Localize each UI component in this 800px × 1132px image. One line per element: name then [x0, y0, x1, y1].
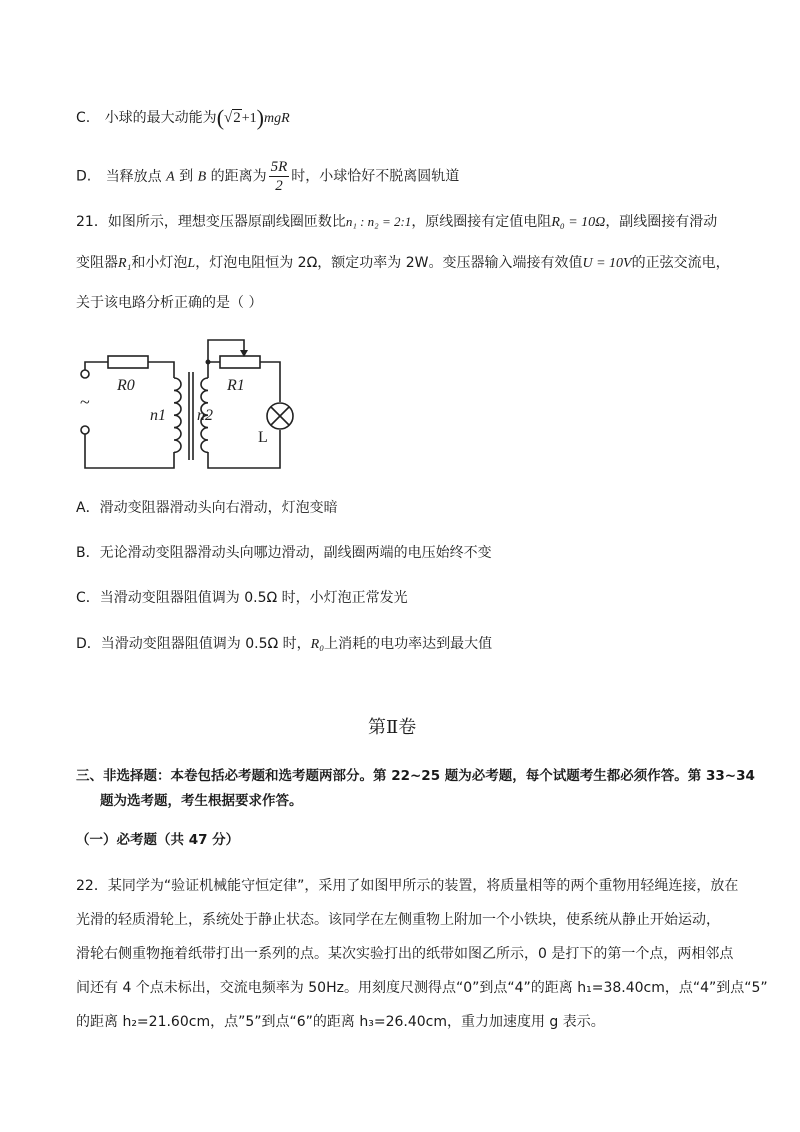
rheostat-r1: [220, 356, 260, 368]
q22-line5: 的距离 h₂=21.60cm，点”5”到点“6”的距离 h₃=26.40cm，重力加速度用 g 表示。: [76, 1014, 605, 1030]
q20-option-d: D. 当释放点 A 到 B 的距离为 $\frac{5R}{2}$ 时，小球恰好不脱离圆轨道: [76, 159, 460, 194]
part1-heading: （一）必考题（共 47 分）: [76, 832, 240, 848]
label-ac-source: ~: [80, 392, 90, 412]
part3-instructions-line2: 题为选考题，考生根据要求作答。: [100, 793, 303, 809]
primary-coil: [174, 378, 181, 452]
label-n1: n1: [150, 407, 166, 424]
option-text: 小球的最大动能为: [104, 110, 217, 126]
q21-stem-line2: 变阻器R₁和小灯泡L，灯泡电阻恒为 2Ω，额定功率为 2W。变压器输入端接有效值U = 10V的正弦交流电，: [76, 255, 730, 271]
label-r0: R0: [117, 377, 135, 394]
turns-ratio: n₁ : n₂ = 2:1: [345, 214, 412, 229]
sqrt-symbol: √2: [224, 110, 241, 126]
wire: [208, 430, 280, 468]
resistor-r0: [108, 356, 148, 368]
fraction-5r-over-2: $\frac{5R}{2}$: [270, 159, 288, 194]
part3-instructions-line1: 三、非选择题：本卷包括必考题和选考题两部分。第 22~25 题为必考题，每个试题考生都必须作答。第 33~34: [76, 768, 755, 784]
section-title: 第Ⅱ卷: [368, 717, 417, 738]
wire: [85, 362, 108, 370]
junction-dot: [206, 360, 211, 365]
terminal-top: [81, 370, 89, 378]
q21-option-a: A．滑动变阻器滑动头向右滑动，灯泡变暗: [76, 500, 338, 516]
option-label: C.: [76, 110, 91, 126]
label-n2: n2: [197, 407, 213, 424]
slider-wire: [208, 340, 244, 362]
q21-stem-line1: 21．如图所示，理想变压器原副线圈匝数比n₁ : n₂ = 2:1，原线圈接有定值电阻R₀ = 10Ω，副线圈接有滑动: [76, 214, 718, 230]
input-voltage: U = 10V: [582, 256, 632, 271]
wire: [260, 362, 280, 402]
q21-option-c: C．当滑动变阻器阻值调为 0.5Ω 时，小灯泡正常发光: [76, 590, 408, 606]
terminal-bottom: [81, 426, 89, 434]
q22-line2: 光滑的轻质滑轮上，系统处于静止状态。该同学在左侧重物上附加一个小铁块，使系统从静止开始运动，: [76, 912, 720, 928]
q20-option-c: C. 小球的最大动能为(√2+1)mgR: [76, 105, 290, 130]
wire: [148, 362, 174, 378]
q21-stem-line3: 关于该电路分析正确的是（ ）: [76, 295, 263, 311]
wire: [208, 362, 220, 378]
r0-value: R₀ = 10Ω: [551, 215, 606, 230]
q22-line1: 22．某同学为“验证机械能守恒定律”，采用了如图甲所示的装置，将质量相等的两个重物用轻绳连接，放在: [76, 878, 739, 894]
q22-line3: 滑轮右侧重物拖着纸带打出一系列的点。某次实验打出的纸带如图乙所示，0 是打下的第一个点，两相邻点: [76, 946, 734, 962]
math-mgr: mgR: [263, 111, 290, 126]
label-lamp: L: [258, 429, 268, 446]
q21-option-b: B．无论滑动变阻器滑动头向哪边滑动，副线圈两端的电压始终不变: [76, 545, 492, 561]
transformer-circuit-diagram: [70, 330, 300, 480]
q22-line4: 间还有 4 个点未标出，交流电频率为 50Hz。用刻度尺测得点“0”到点“4”的距离 h₁=38.40cm，点“4”到点“5”: [76, 980, 768, 996]
q21-option-d: D．当滑动变阻器阻值调为 0.5Ω 时，R₀上消耗的电功率达到最大值: [76, 636, 493, 652]
math-plus-one: +1: [241, 111, 257, 126]
wire: [85, 434, 174, 468]
label-r1: R1: [227, 377, 245, 394]
option-label: D.: [76, 168, 92, 185]
